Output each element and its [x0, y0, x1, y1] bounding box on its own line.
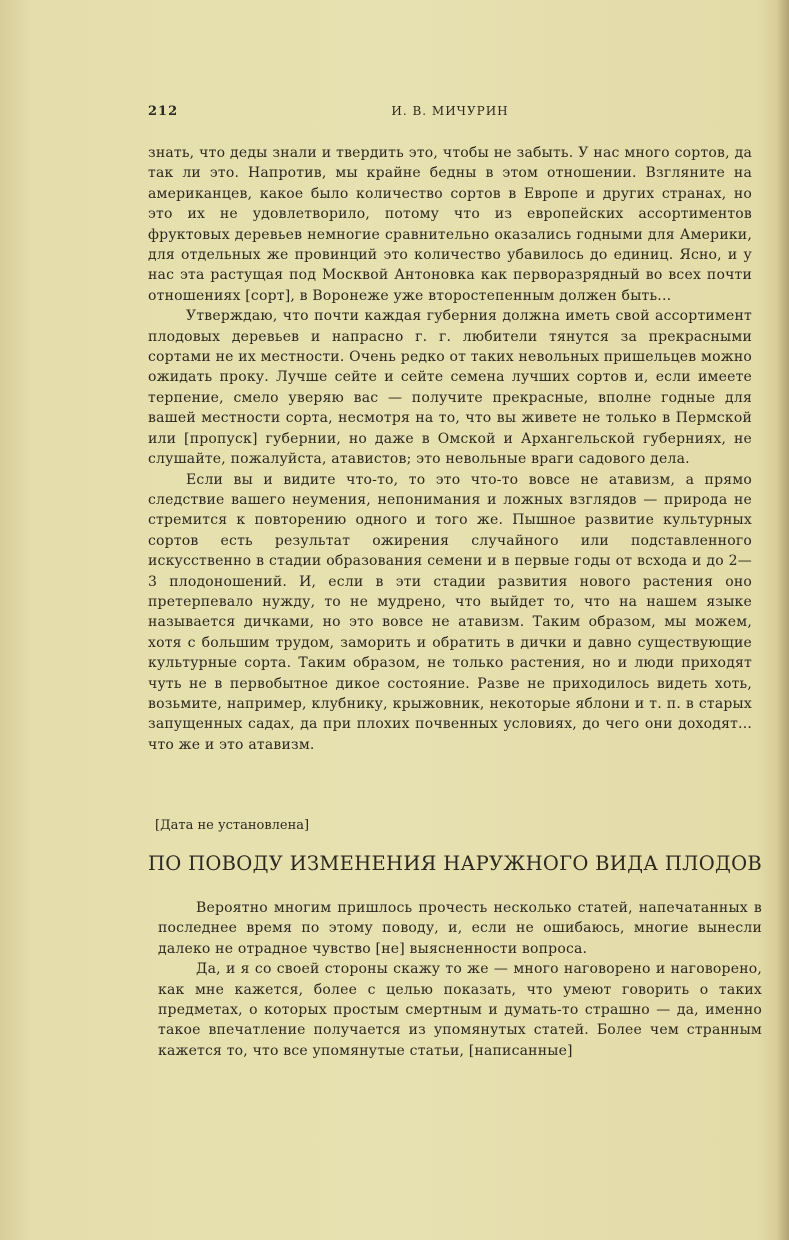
- paragraph: Если вы и видите что-то, то это что-то вовсе не атавизм, а прямо следствие вашего неумения, непонимания и ложных взглядов — природа не стремится к повторению одного и того же. Пышное развитие культурных сортов есть результат ожирения случайного или подставленного искусственно в стадии образования семени и в первые годы от всхода и до 2—3 плодоношений. И, если в эти стадии развития нового растения оно претерпевало нужду, то не мудрено, что выйдет то, что на нашем языке называется дичками, но это вовсе не атавизм. Таким образом, мы можем, хотя с большим трудом, заморить и обратить в дички и давно существующие культурные сорта. Таким образом, не только растения, но и люди приходят чуть не в первобытное дикое состояние. Разве не приходилось видеть хоть, возьмите, например, клубнику, крыжовник, некоторые яблони и т. п. в старых запущенных садах, да при плохих почвенных условиях, до чего они доходят... что же и это атавизм.: [148, 471, 752, 753]
- paragraph: Да, и я со своей стороны скажу то же — много наговорено и наговорено, как мне кажется, более с целью показать, что умеют говорить о таких предметах, о которых простым смертным и думать-то страшно — да, именно такое впечатление получается из упомянутых статей. Более чем странным кажется то, что все упомянутые статьи, [написанные]: [158, 961, 762, 1059]
- page-header: [148, 104, 752, 124]
- paragraph: Вероятно многим пришлось прочесть несколько статей, напечатанных в последнее время по этому поводу, и, если не ошибаюсь, многие вынесли далеко не отрадное чувство [не] выясненности вопроса.: [158, 900, 762, 957]
- date-note: [Дата не установлена]: [155, 818, 310, 833]
- page-edge-shadow: [777, 0, 789, 1240]
- page-number: 212: [148, 104, 179, 119]
- running-title: И. В. МИЧУРИН: [391, 104, 509, 118]
- article-text: [158, 898, 762, 1061]
- paragraph: Утверждаю, что почти каждая губерния должна иметь свой ассортимент плодовых деревьев и напрасно г. г. любители тянутся за прекрасными сортами не их местности. Очень редко от таких невольных пришельцев можно ожидать проку. Лучше сейте и сейте семена лучших сортов и, если имеете терпение, смело уверяю вас — получите прекрасные, вполне годные для вашей местности сорта, несмотря на то, что вы живете не только в Пермской или [пропуск] губернии, но даже в Омской и Архангельской губерниях, не слушайте, пожалуйста, атавистов; это невольные враги садового дела.: [148, 308, 752, 468]
- paragraph: знать, что деды знали и твердить это, чтобы не забыть. У нас много сортов, да так ли это. Напротив, мы крайне бедны в этом отношении. Взгляните на американцев, какое было количество сортов в Европе и других странах, но это их не удовлетворило, потому что из европейских ассортиментов фруктовых деревьев немногие сравнительно оказались годными для Америки, для отдельных же провинций это количество убавилось до единиц. Ясно, и у нас эта растущая под Москвой Антоновка как перворазрядный во всех почти отношениях [сорт], в Воронеже уже второстепенным должен быть...: [148, 145, 752, 304]
- article-title: ПО ПОВОДУ ИЗМЕНЕНИЯ НАРУЖНОГО ВИДА ПЛОДОВ: [148, 852, 763, 875]
- body-text: [148, 143, 752, 755]
